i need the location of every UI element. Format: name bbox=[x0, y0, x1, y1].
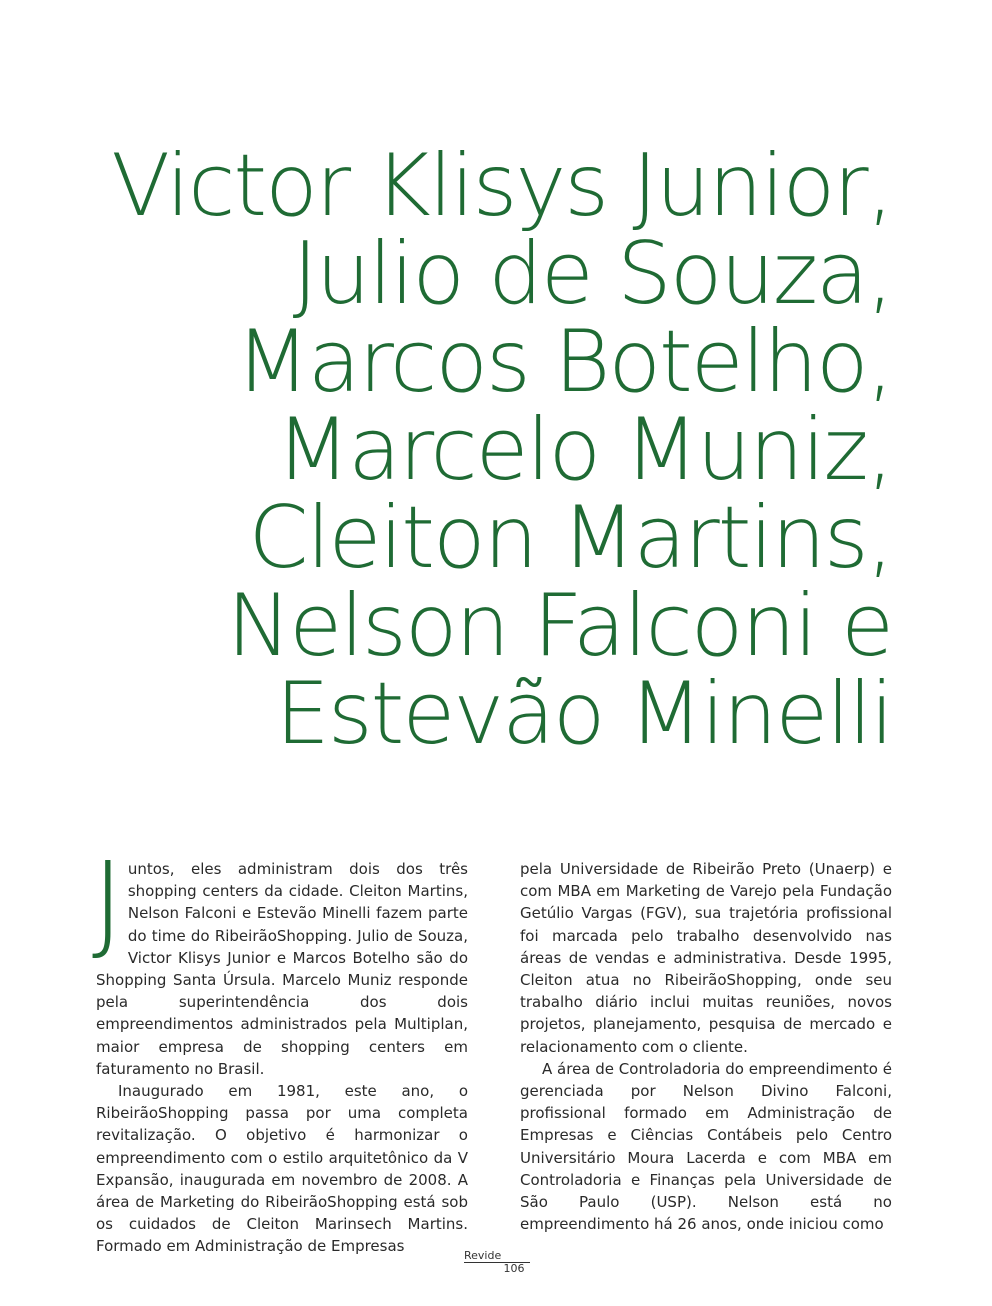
magazine-name: Revide bbox=[464, 1249, 502, 1262]
headline-line: Julio de Souza, bbox=[292, 224, 892, 324]
article-paragraph: Inaugurado em 1981, este ano, o RibeirãoShopping passa por uma completa revitalização. O objetivo é harmonizar o empreendimento com o estilo arquitetônico da V Expansão, inaugurada em novembro de 2008. A área de Marketing do RibeirãoShopping está sob os cuidados de Cleiton Marinsech Martins. Formado em Administração de Empresas bbox=[96, 1082, 468, 1256]
drop-cap: J bbox=[92, 840, 124, 965]
article-paragraph: A área de Controladoria do empreendimento é gerenciada por Nelson Divino Falconi, profissional formado em Administração de Empresas e Ciências Contábeis pelo Centro Universitário Moura Lacerda e com MBA em Controladoria e Finanças pela Universidade de São Paulo (USP). Nelson está no empreendimento há 26 anos, onde iniciou como bbox=[520, 1059, 892, 1234]
headline-line: Marcelo Muniz, bbox=[276, 400, 892, 500]
page-footer bbox=[464, 1250, 534, 1275]
article-column-right bbox=[520, 858, 892, 1235]
paragraph-text: untos, eles administram dois dos três shopping centers da cidade. Cleiton Martins, Nelson Falconi e Estevão Minelli fazem parte do time do RibeirãoShopping. Julio de Souza, Victor Klisys Junior e Marcos Botelho são do Shopping Santa Úrsula. Marcelo Muniz responde pela superintendência dos dois empreendimentos administrados pela Multiplan, maior empresa de shopping centers em faturamento no Brasil. bbox=[96, 860, 468, 1078]
headline-line: Cleiton Martins, bbox=[248, 488, 892, 588]
headline-line: Victor Klisys Junior, bbox=[111, 136, 892, 236]
headline-line: Estevão Minelli bbox=[275, 664, 892, 764]
article-column-left bbox=[92, 840, 468, 1258]
headline-line: Nelson Falconi e bbox=[226, 576, 892, 676]
page-number: 106 bbox=[503, 1262, 525, 1275]
page-title bbox=[72, 136, 892, 764]
article-paragraph: pela Universidade de Ribeirão Preto (Unaerp) e com MBA em Marketing de Varejo pela Fundação Getúlio Vargas (FGV), sua trajetória profissional foi marcada pelo trabalho desenvolvido nas áreas de vendas e administrativa. Desde 1995, Cleiton atua no RibeirãoShopping, onde seu trabalho diário inclui muitas reuniões, novos projetos, planejamento, pesquisa de mercado e relacionamento com o cliente. bbox=[520, 860, 892, 1056]
headline-line: Marcos Botelho, bbox=[235, 312, 892, 412]
article-paragraph bbox=[92, 840, 468, 1080]
